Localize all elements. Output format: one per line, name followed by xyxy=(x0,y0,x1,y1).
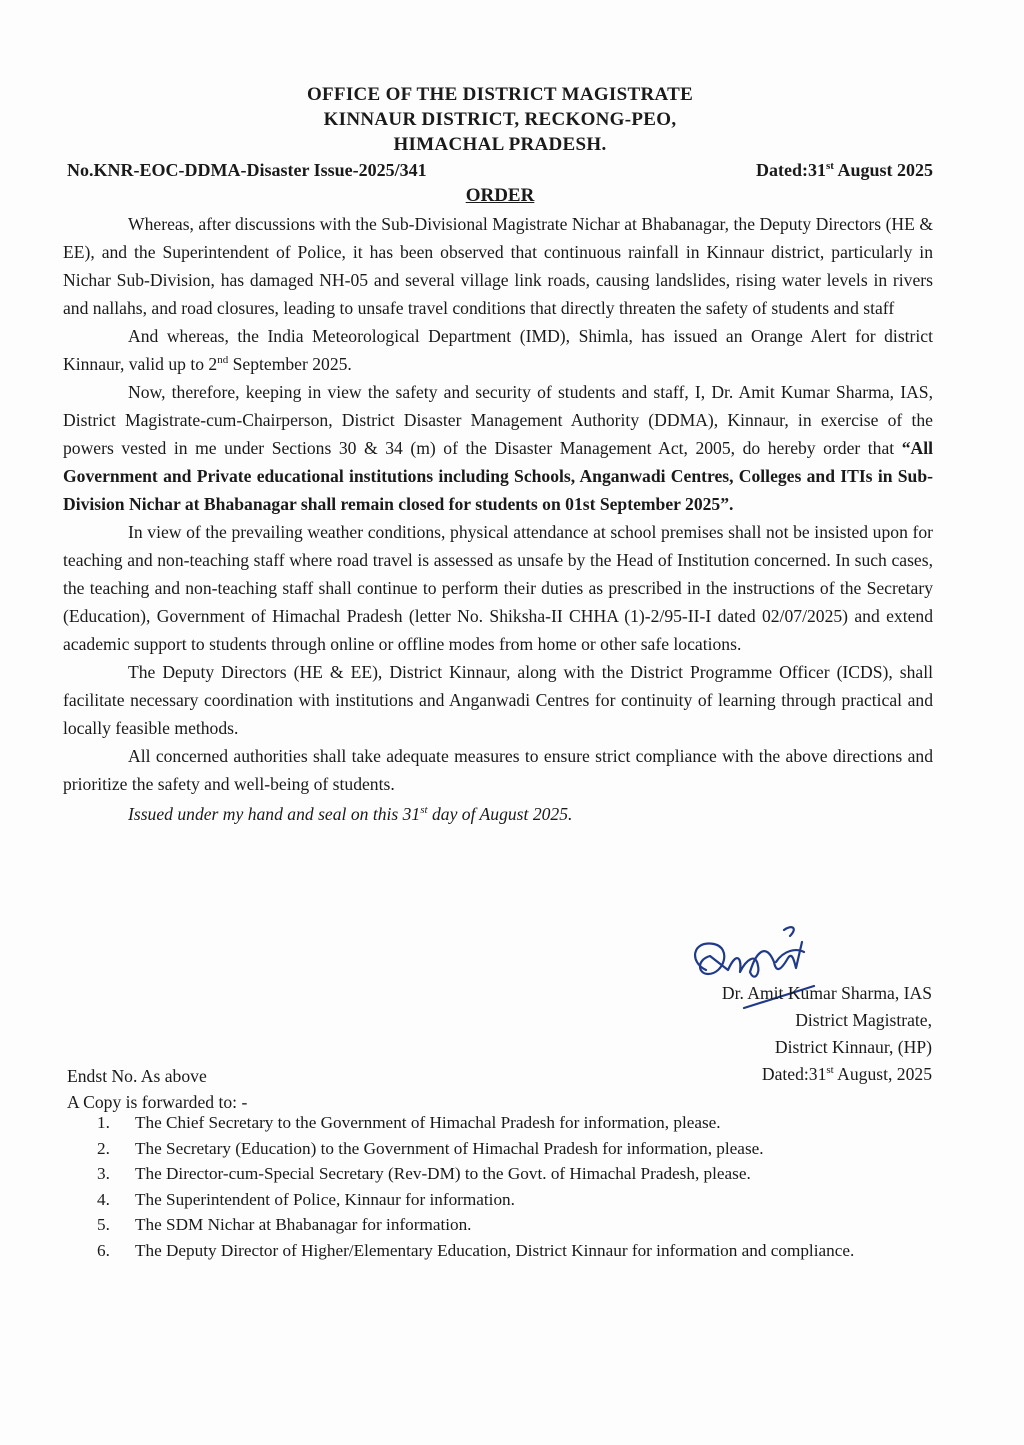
list-item: 6. The Deputy Director of Higher/Elementary Education, District Kinnaur for information and compliance. xyxy=(97,1240,855,1260)
list-item: 4. The Superintendent of Police, Kinnaur for information. xyxy=(97,1189,515,1209)
signatory-block xyxy=(722,980,932,1088)
order-heading: ORDER xyxy=(465,185,535,206)
closure-order-text: “All Government and Private educational institutions including Schools, Anganwadi Centres, Colleges and ITIs in Sub-Division Nichar at Bhabanagar shall remain closed for students on 01st September 2025” xyxy=(63,438,933,514)
list-item: 5. The SDM Nichar at Bhabanagar for information. xyxy=(97,1215,472,1234)
paragraph-coordination: The Deputy Directors (HE & EE), District Kinnaur, along with the District Programme Officer (ICDS), shall facilitate necessary coordination with institutions and Anganwadi Centres for continuity of learning through practical and locally feasible methods. xyxy=(63,662,933,738)
paragraph-compliance: All concerned authorities shall take adequate measures to ensure strict compliance with the above directions and prioritize the safety and well-being of students. xyxy=(63,746,933,794)
list-item: 1. The Chief Secretary to the Government of Himachal Pradesh for information, please. xyxy=(97,1113,721,1132)
reference-number: No.KNR-EOC-DDMA-Disaster Issue-2025/341 xyxy=(67,160,427,180)
list-item: 2. The Secretary (Education) to the Government of Himachal Pradesh for information, please. xyxy=(97,1138,764,1158)
recipient-list xyxy=(97,1110,937,1263)
paragraph-staff-attendance: In view of the prevailing weather conditions, physical attendance at school premises shall not be insisted upon for teaching and non-teaching staff where road travel is assessed as unsafe by the Head of Institution concerned. In such cases, the teaching and non-teaching staff shall continue to perform their duties as prescribed in the instructions of the Secretary (Education), Government of Himachal Pradesh (letter No. Shiksha-II CHHA (1)-2/95-II-I dated 02/07/2025) and extend academic support to students through online or offline modes from home or other safe locations. xyxy=(63,522,933,654)
list-item: 3. The Director-cum-Special Secretary (Rev-DM) to the Govt. of Himachal Pradesh, please. xyxy=(97,1164,751,1183)
paragraph-order: Now, therefore, keeping in view the safety and security of students and staff, I, Dr. Amit Kumar Sharma, IAS, District Magistrate-cum-Chairperson, District Disaster Management Authority (DDMA), Kinnaur, in exercise of the powers vested in me under Sections 30 & 34 (m) of the Disaster Management Act, 2005, do hereby order that “All Government and Private educational institutions including Schools, Anganwadi Centres, Colleges and ITIs in Sub-Division Nichar at Bhabanagar shall remain closed for students on 01st September 2025”. xyxy=(63,382,933,514)
reference-date: Dated:31st August 2025 xyxy=(756,160,933,180)
signatory-date: Dated:31st August, 2025 xyxy=(761,1064,932,1084)
endorsement-block xyxy=(67,1063,247,1115)
state-title: HIMACHAL PRADESH. xyxy=(393,134,607,155)
district-title: KINNAUR DISTRICT, RECKONG-PEO, xyxy=(323,109,677,130)
copy-forwarded-intro: A Copy is forwarded to: - xyxy=(67,1092,248,1112)
signatory-designation: District Magistrate, xyxy=(795,1010,932,1030)
office-title: OFFICE OF THE DISTRICT MAGISTRATE xyxy=(306,84,694,105)
paragraph-whereas: Whereas, after discussions with the Sub-Divisional Magistrate Nichar at Bhabanagar, the Deputy Directors (HE & EE), and the Superintendent of Police, it has been observed that continuous rainfall in Kinnaur district, particularly in Nichar Sub-Division, has damaged NH-05 and several village link roads, causing landslides, rising water levels in rivers and nallahs, and road closures, leading to unsafe travel conditions that directly threaten the safety of students and staff xyxy=(63,214,933,318)
order-body xyxy=(63,210,933,828)
paragraph-imd-alert: And whereas, the India Meteorological Department (IMD), Shimla, has issued an Orange Alert for district Kinnaur, valid up to 2nd September 2025. xyxy=(63,326,933,374)
issued-statement: Issued under my hand and seal on this 31st day of August 2025. xyxy=(128,804,573,824)
signatory-name: Dr. Amit Kumar Sharma, IAS xyxy=(721,983,932,1003)
signatory-district: District Kinnaur, (HP) xyxy=(774,1037,932,1057)
endorsement-number: Endst No. As above xyxy=(67,1066,207,1086)
